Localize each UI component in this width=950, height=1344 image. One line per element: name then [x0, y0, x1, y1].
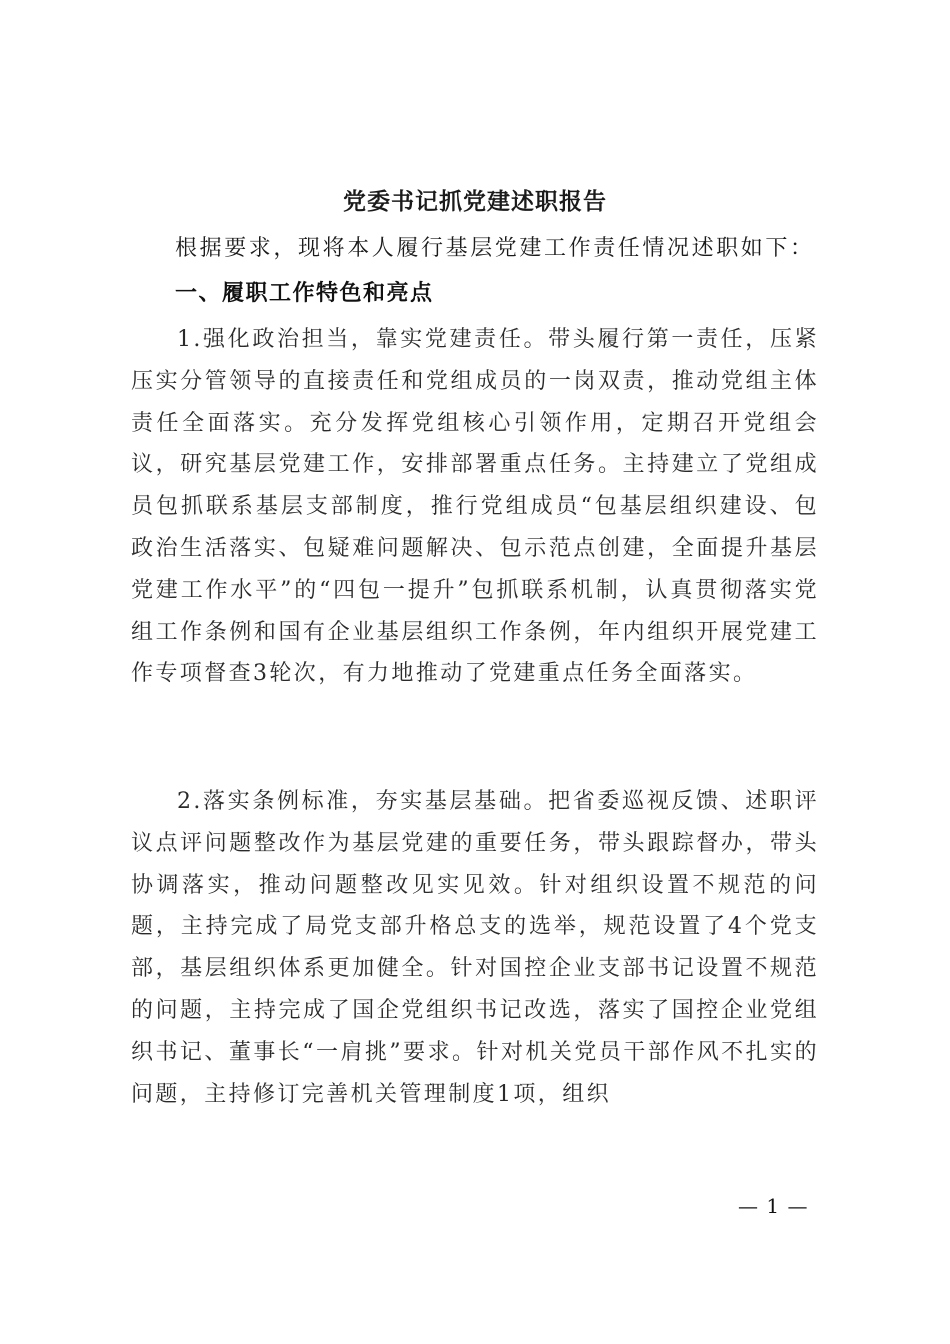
paragraph-1: 1.强化政治担当，靠实党建责任。带头履行第一责任，压紧压实分管领导的直接责任和党组成员的一岗双责，推动党组主体责任全面落实。充分发挥党组核心引领作用，定期召开党组会议，研究基层党建工作，安排部署重点任务。主持建立了党组成员包抓联系基层支部制度，推行党组成员“包基层组织建设、包政治生活落实、包疑难问题解决、包示范点创建，全面提升基层党建工作水平”的“四包一提升”包抓联系机制，认真贯彻落实党组工作条例和国有企业基层组织工作条例，年内组织开展党建工作专项督查3轮次，有力地推动了党建重点任务全面落实。: [131, 327, 819, 687]
paragraph-2: 2.落实条例标准，夯实基层基础。把省委巡视反馈、述职评议点评问题整改作为基层党建的重要任务，带头跟踪督办，带头协调落实，推动问题整改见实见效。针对组织设置不规范的问题，主持完成了局党支部升格总支的选举，规范设置了4个党支部，基层组织体系更加健全。针对国控企业支部书记设置不规范的问题，主持完成了国企党组织书记改选，落实了国控企业党组织书记、董事长“一肩挑”要求。针对机关党员干部作风不扎实的问题，主持修订完善机关管理制度1项，组织: [131, 789, 819, 1107]
section-heading: 一、履职工作特色和亮点: [175, 281, 434, 306]
intro-paragraph: 根据要求，现将本人履行基层党建工作责任情况述职如下：: [175, 236, 815, 261]
page-number: — 1 —: [738, 1194, 809, 1218]
document-title: 党委书记抓党建述职报告: [343, 188, 607, 215]
